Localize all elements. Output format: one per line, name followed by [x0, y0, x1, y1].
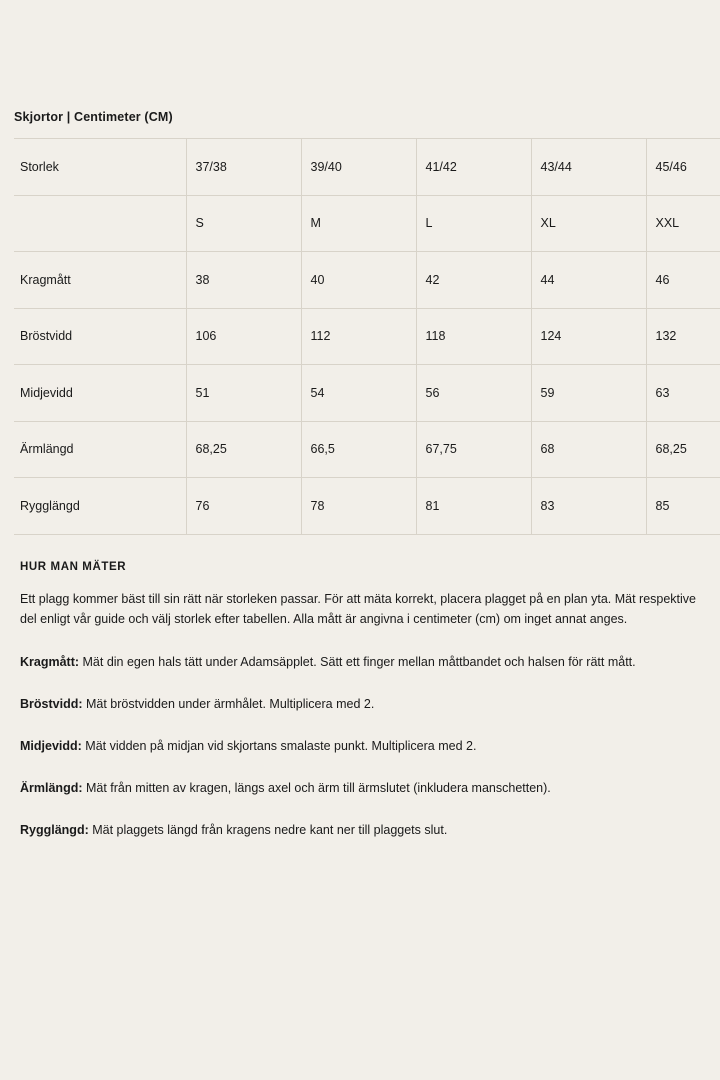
list-item: [20, 736, 714, 756]
table-cell: 54: [301, 365, 416, 422]
table-row: [14, 308, 720, 365]
table-cell: 44: [531, 252, 646, 309]
row-label: Bröstvidd: [14, 308, 186, 365]
table-cell: 78: [301, 478, 416, 535]
table-cell: 81: [416, 478, 531, 535]
size-guide-content: [0, 110, 720, 862]
table-cell: 63: [646, 365, 720, 422]
row-label: Ärmlängd: [14, 421, 186, 478]
table-cell: 124: [531, 308, 646, 365]
row-label: Midjevidd: [14, 365, 186, 422]
table-cell: 59: [531, 365, 646, 422]
definition-text: Mät vidden på midjan vid skjortans smalaste punkt. Multiplicera med 2.: [81, 738, 477, 753]
table-cell: M: [301, 195, 416, 252]
table-cell: 51: [186, 365, 301, 422]
table-cell: 37/38: [186, 139, 301, 196]
definition-text: Mät plaggets längd från kragens nedre kant ner till plaggets slut.: [88, 822, 448, 837]
definition-term: Kragmått:: [20, 654, 80, 669]
row-label: Rygglängd: [14, 478, 186, 535]
definition-term: Ärmlängd:: [20, 780, 83, 795]
table-cell: 68: [531, 421, 646, 478]
measurement-definitions: [14, 652, 720, 840]
table-row: [14, 195, 720, 252]
table-cell: 39/40: [301, 139, 416, 196]
table-cell: 43/44: [531, 139, 646, 196]
definition-text: Mät bröstvidden under ärmhålet. Multiplicera med 2.: [82, 696, 375, 711]
definition-text: Mät din egen hals tätt under Adamsäpplet. Sätt ett finger mellan måttbandet och halsen för rätt mått.: [79, 654, 636, 669]
table-row: [14, 365, 720, 422]
table-cell: 40: [301, 252, 416, 309]
definition-term: Bröstvidd:: [20, 696, 83, 711]
table-cell: 85: [646, 478, 720, 535]
table-cell: 41/42: [416, 139, 531, 196]
table-cell: 56: [416, 365, 531, 422]
table-cell: 68,25: [646, 421, 720, 478]
table-cell: 83: [531, 478, 646, 535]
table-cell: 38: [186, 252, 301, 309]
table-row: [14, 252, 720, 309]
row-label: Kragmått: [14, 252, 186, 309]
table-cell: XL: [531, 195, 646, 252]
table-row: [14, 478, 720, 535]
definition-term: Rygglängd:: [20, 822, 89, 837]
table-row: [14, 421, 720, 478]
table-cell: 132: [646, 308, 720, 365]
table-cell: 42: [416, 252, 531, 309]
table-cell: L: [416, 195, 531, 252]
table-cell: 76: [186, 478, 301, 535]
table-cell: 118: [416, 308, 531, 365]
page-title: Skjortor | Centimeter (CM): [14, 110, 173, 124]
table-cell: 112: [301, 308, 416, 365]
size-chart-table: [14, 138, 720, 535]
howto-intro: Ett plagg kommer bäst till sin rätt när storleken passar. För att mäta korrekt, placera plagget på en plan yta. Mät respektive del enligt vår guide och välj storlek efter tabellen. Alla mått är angivna i centimeter (cm) om inget annat anges.: [20, 591, 697, 627]
row-label: [14, 195, 186, 252]
table-row: [14, 139, 720, 196]
table-cell: XXL: [646, 195, 720, 252]
table-cell: 45/46: [646, 139, 720, 196]
list-item: [20, 694, 714, 714]
definition-text: Mät från mitten av kragen, längs axel och ärm till ärmslutet (inkludera manschetten).: [82, 780, 551, 795]
list-item: [20, 778, 714, 798]
row-label: Storlek: [14, 139, 186, 196]
table-cell: 68,25: [186, 421, 301, 478]
table-cell: S: [186, 195, 301, 252]
list-item: [20, 652, 714, 672]
howto-heading: HUR MAN MÄTER: [20, 560, 127, 573]
table-cell: 66,5: [301, 421, 416, 478]
list-item: [20, 820, 714, 840]
table-cell: 106: [186, 308, 301, 365]
definition-term: Midjevidd:: [20, 738, 82, 753]
table-cell: 46: [646, 252, 720, 309]
table-cell: 67,75: [416, 421, 531, 478]
